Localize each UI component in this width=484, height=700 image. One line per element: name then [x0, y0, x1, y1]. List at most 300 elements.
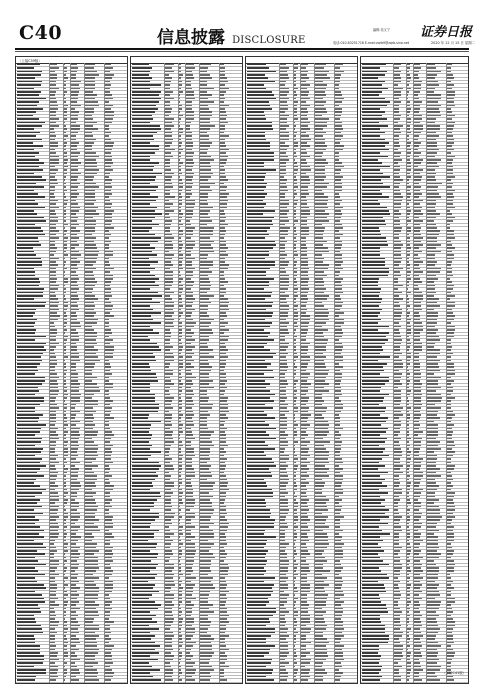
table-cell [294, 479, 296, 481]
table-cell [105, 424, 110, 426]
table-cell [220, 336, 229, 338]
table-cell [132, 122, 150, 124]
table-cell [179, 557, 181, 559]
table-cell [407, 230, 411, 232]
table-cell [294, 611, 299, 613]
table-cell [407, 428, 409, 430]
table-cell [85, 217, 93, 219]
table-cell [71, 421, 80, 423]
table-cell [414, 275, 418, 277]
table-cell [50, 601, 55, 603]
table-cell [220, 618, 227, 620]
table-cell [315, 203, 327, 205]
table-cell [50, 247, 57, 249]
table-cell [247, 227, 270, 229]
table-cell [165, 445, 170, 447]
table-cell [85, 241, 94, 243]
table-cell [186, 336, 192, 338]
table-cell [71, 298, 79, 300]
table-cell [105, 230, 109, 232]
table-cell [132, 485, 153, 487]
table-cell [362, 611, 388, 613]
table-cell [407, 217, 409, 219]
table-cell [362, 377, 389, 379]
table-cell [186, 156, 193, 158]
table-cell [247, 302, 273, 304]
table-cell [280, 315, 288, 317]
table-cell [165, 176, 172, 178]
table-cell [186, 570, 192, 572]
table-cell [247, 394, 275, 396]
table-cell [50, 292, 54, 294]
table-cell [179, 295, 182, 297]
table-cell [301, 485, 305, 487]
table-cell [447, 482, 451, 484]
table-cell [132, 244, 150, 246]
table-cell [247, 662, 271, 664]
table-cell [200, 421, 208, 423]
table-cell [247, 547, 264, 549]
table-cell [132, 247, 155, 249]
table-cell [414, 315, 419, 317]
table-cell [407, 71, 409, 73]
table-cell [427, 190, 436, 192]
table-cell [71, 479, 76, 481]
table-cell [85, 363, 95, 365]
table-cell [301, 183, 310, 185]
table-cell [179, 105, 182, 107]
table-cell [64, 373, 67, 375]
table-cell [17, 434, 35, 436]
table-cell [179, 462, 183, 464]
table-cell [132, 370, 151, 372]
table-cell [186, 363, 190, 365]
table-cell [50, 326, 55, 328]
table-cell [301, 336, 305, 338]
table-cell [200, 159, 214, 161]
table-cell [362, 543, 378, 545]
table-cell [427, 186, 438, 188]
table-cell [220, 417, 228, 419]
table-cell [186, 635, 192, 637]
table-cell [85, 540, 92, 542]
table-cell [85, 468, 93, 470]
table-cell [335, 417, 341, 419]
table-cell [71, 519, 77, 521]
table-cell [132, 169, 153, 171]
table-cell [280, 485, 286, 487]
table-cell [315, 553, 323, 555]
table-cell [394, 71, 401, 73]
table-cell [427, 264, 435, 266]
table-cell [186, 309, 194, 311]
table-cell [85, 601, 95, 603]
table-cell [64, 455, 68, 457]
table-cell [71, 295, 78, 297]
table-cell [280, 380, 287, 382]
table-cell [85, 288, 93, 290]
table-cell [301, 322, 309, 324]
table-cell [335, 190, 342, 192]
table-cell [414, 604, 420, 606]
table-cell [247, 672, 272, 674]
table-cell [280, 594, 289, 596]
table-cell [335, 71, 344, 73]
table-cell [362, 135, 380, 137]
table-cell [71, 448, 78, 450]
table-cell [165, 438, 173, 440]
table-cell [447, 560, 455, 562]
table-cell [64, 312, 67, 314]
table-cell [220, 672, 224, 674]
table-cell [280, 166, 286, 168]
table-cell [105, 213, 112, 215]
table-cell [447, 383, 451, 385]
table-cell [301, 203, 307, 205]
table-cell [200, 105, 208, 107]
table-cell [105, 84, 111, 86]
table-cell [247, 200, 263, 202]
table-cell [394, 496, 399, 498]
table-cell [200, 638, 215, 640]
table-cell [50, 74, 57, 76]
table-cell [294, 445, 296, 447]
table-cell [447, 584, 452, 586]
table-cell [394, 492, 402, 494]
table-cell [165, 261, 171, 263]
table-cell [335, 275, 339, 277]
table-cell [280, 543, 289, 545]
table-cell [71, 101, 76, 103]
table-cell [280, 530, 285, 532]
column-divider [314, 63, 315, 683]
table-cell [280, 81, 285, 83]
table-cell [407, 468, 409, 470]
editor-credit: 编辑:吴又宁 [373, 27, 390, 32]
table-cell [447, 591, 452, 593]
table-cell [427, 139, 436, 141]
table-cell [301, 441, 309, 443]
table-cell [414, 115, 422, 117]
table-cell [447, 366, 454, 368]
table-cell [17, 74, 41, 76]
table-cell [64, 591, 67, 593]
table-cell [294, 448, 296, 450]
table-cell [294, 601, 297, 603]
table-cell [414, 509, 418, 511]
table-cell [71, 71, 76, 73]
table-cell [165, 281, 173, 283]
table-cell [335, 421, 340, 423]
table-cell [335, 234, 343, 236]
table-cell [362, 499, 385, 501]
table-cell [165, 312, 173, 314]
table-cell [335, 173, 340, 175]
table-cell [362, 560, 383, 562]
table-cell [64, 169, 67, 171]
table-cell [220, 445, 229, 447]
table-cell [294, 315, 298, 317]
table-cell [447, 285, 454, 287]
table-cell [335, 608, 344, 610]
table-cell [247, 363, 271, 365]
table-cell [280, 145, 288, 147]
newspaper-logo: 证券日报 [420, 21, 472, 40]
table-cell [247, 84, 264, 86]
table-cell [407, 176, 411, 178]
table-cell [200, 434, 211, 436]
table-cell [294, 431, 297, 433]
table-cell [294, 400, 296, 402]
table-cell [85, 152, 96, 154]
table-cell [280, 577, 288, 579]
table-cell [220, 162, 226, 164]
table-cell [315, 132, 327, 134]
table-cell [220, 431, 226, 433]
table-cell [186, 638, 190, 640]
table-cell [220, 210, 224, 212]
table-cell [165, 370, 173, 372]
table-cell [186, 210, 192, 212]
table-cell [280, 428, 287, 430]
table-cell [132, 414, 149, 416]
table-cell [186, 343, 191, 345]
table-cell [17, 292, 43, 294]
table-cell [71, 190, 76, 192]
table-cell [17, 336, 46, 338]
table-cell [315, 448, 326, 450]
table-cell [335, 360, 344, 362]
table-cell [220, 111, 226, 113]
table-cell [50, 271, 56, 273]
table-cell [220, 74, 225, 76]
table-cell [85, 676, 98, 678]
table-cell [71, 645, 76, 647]
table-cell [301, 234, 309, 236]
table-cell [105, 645, 114, 647]
table-cell [301, 94, 307, 96]
table-cell [50, 309, 58, 311]
table-cell [50, 645, 56, 647]
table-cell [64, 230, 67, 232]
table-cell [335, 94, 342, 96]
table-cell [414, 339, 420, 341]
table-cell [165, 608, 171, 610]
table-cell [294, 288, 298, 290]
table-cell [280, 567, 288, 569]
table-cell [186, 621, 194, 623]
table-cell [64, 210, 66, 212]
table-cell [315, 227, 325, 229]
table-cell [362, 475, 380, 477]
table-cell [165, 339, 170, 341]
table-cell [414, 465, 421, 467]
table-cell [394, 441, 399, 443]
table-cell [17, 390, 39, 392]
table-cell [50, 108, 57, 110]
table-cell [85, 431, 98, 433]
table-cell [362, 230, 380, 232]
table-cell [220, 207, 227, 209]
table-cell [71, 169, 77, 171]
table-cell [427, 485, 438, 487]
table-cell [280, 547, 286, 549]
table-cell [362, 94, 379, 96]
table-cell [427, 166, 439, 168]
table-cell [17, 411, 35, 413]
table-cell [17, 479, 36, 481]
table-cell [200, 383, 209, 385]
table-cell [315, 156, 322, 158]
table-cell [50, 455, 58, 457]
table-cell [335, 465, 340, 467]
table-cell [64, 428, 67, 430]
table-cell [447, 74, 454, 76]
table-cell [294, 105, 297, 107]
table-cell [200, 84, 207, 86]
table-cell [414, 543, 420, 545]
table-cell [71, 618, 76, 620]
table-cell [294, 363, 296, 365]
table-cell [17, 322, 35, 324]
table-cell [50, 383, 57, 385]
table-cell [105, 186, 112, 188]
table-cell [335, 462, 343, 464]
table-cell [247, 254, 269, 256]
table-cell [414, 523, 421, 525]
table-cell [186, 434, 192, 436]
table-cell [294, 468, 297, 470]
table-cell [179, 261, 182, 263]
table-cell [165, 581, 174, 583]
table-cell [165, 411, 169, 413]
table-cell [50, 258, 59, 260]
table-cell [132, 360, 156, 362]
table-cell [247, 159, 274, 161]
table-cell [64, 176, 66, 178]
table-cell [247, 370, 273, 372]
table-cell [280, 404, 288, 406]
table-cell [50, 625, 58, 627]
table-cell [315, 380, 326, 382]
table-cell [64, 234, 66, 236]
table-cell [315, 492, 322, 494]
table-cell [85, 428, 93, 430]
table-cell [64, 149, 66, 151]
table-cell [64, 628, 69, 630]
table-cell [165, 203, 172, 205]
table-cell [294, 608, 296, 610]
table-cell [85, 322, 97, 324]
table-cell [64, 220, 67, 222]
table-cell [427, 434, 438, 436]
table-cell [407, 424, 409, 426]
table-cell [335, 271, 340, 273]
table-cell [186, 642, 195, 644]
table-cell [394, 159, 402, 161]
table-cell [394, 407, 402, 409]
table-cell [335, 598, 340, 600]
table-cell [294, 557, 296, 559]
table-cell [71, 159, 77, 161]
table-cell [85, 183, 97, 185]
table-cell [50, 509, 57, 511]
table-cell [280, 84, 285, 86]
table-cell [407, 601, 411, 603]
table-cell [247, 516, 270, 518]
table-cell [362, 506, 385, 508]
table-cell [220, 506, 226, 508]
table-cell [200, 536, 214, 538]
table-cell [132, 587, 153, 589]
table-cell [294, 122, 296, 124]
table-cell [165, 428, 170, 430]
table-cell [247, 421, 265, 423]
table-cell [64, 638, 68, 640]
table-cell [294, 618, 296, 620]
table-cell [414, 455, 419, 457]
table-cell [335, 363, 340, 365]
table-cell [427, 74, 437, 76]
table-cell [186, 217, 191, 219]
table-cell [294, 339, 296, 341]
table-cell [105, 268, 114, 270]
table-cell [50, 407, 58, 409]
table-cell [71, 98, 78, 100]
table-cell [280, 387, 286, 389]
table-cell [85, 584, 96, 586]
table-cell [315, 159, 326, 161]
table-cell [64, 601, 68, 603]
table-cell [64, 101, 66, 103]
table-cell [414, 91, 419, 93]
table-cell [17, 468, 40, 470]
table-cell [105, 499, 112, 501]
table-cell [301, 115, 306, 117]
table-cell [394, 387, 398, 389]
table-cell [294, 336, 297, 338]
table-cell [71, 560, 76, 562]
table-cell [200, 128, 210, 130]
table-cell [335, 183, 342, 185]
table-cell [71, 343, 76, 345]
table-cell [407, 543, 410, 545]
table-cell [294, 482, 296, 484]
table-cell [315, 581, 324, 583]
table-cell [220, 513, 227, 515]
table-cell [335, 278, 343, 280]
table-cell [335, 434, 341, 436]
table-cell [220, 261, 225, 263]
table-cell [132, 496, 161, 498]
table-cell [64, 275, 66, 277]
table-cell [362, 604, 386, 606]
table-cell [247, 581, 264, 583]
table-cell [85, 492, 96, 494]
table-cell [165, 655, 174, 657]
table-cell [50, 339, 56, 341]
table-cell [64, 621, 67, 623]
table-cell [71, 394, 80, 396]
table-cell [220, 105, 229, 107]
table-cell [394, 472, 403, 474]
table-cell [200, 309, 208, 311]
table-cell [407, 346, 410, 348]
table-cell [132, 584, 155, 586]
table-cell [179, 349, 182, 351]
table-cell [200, 353, 209, 355]
table-cell [220, 458, 228, 460]
